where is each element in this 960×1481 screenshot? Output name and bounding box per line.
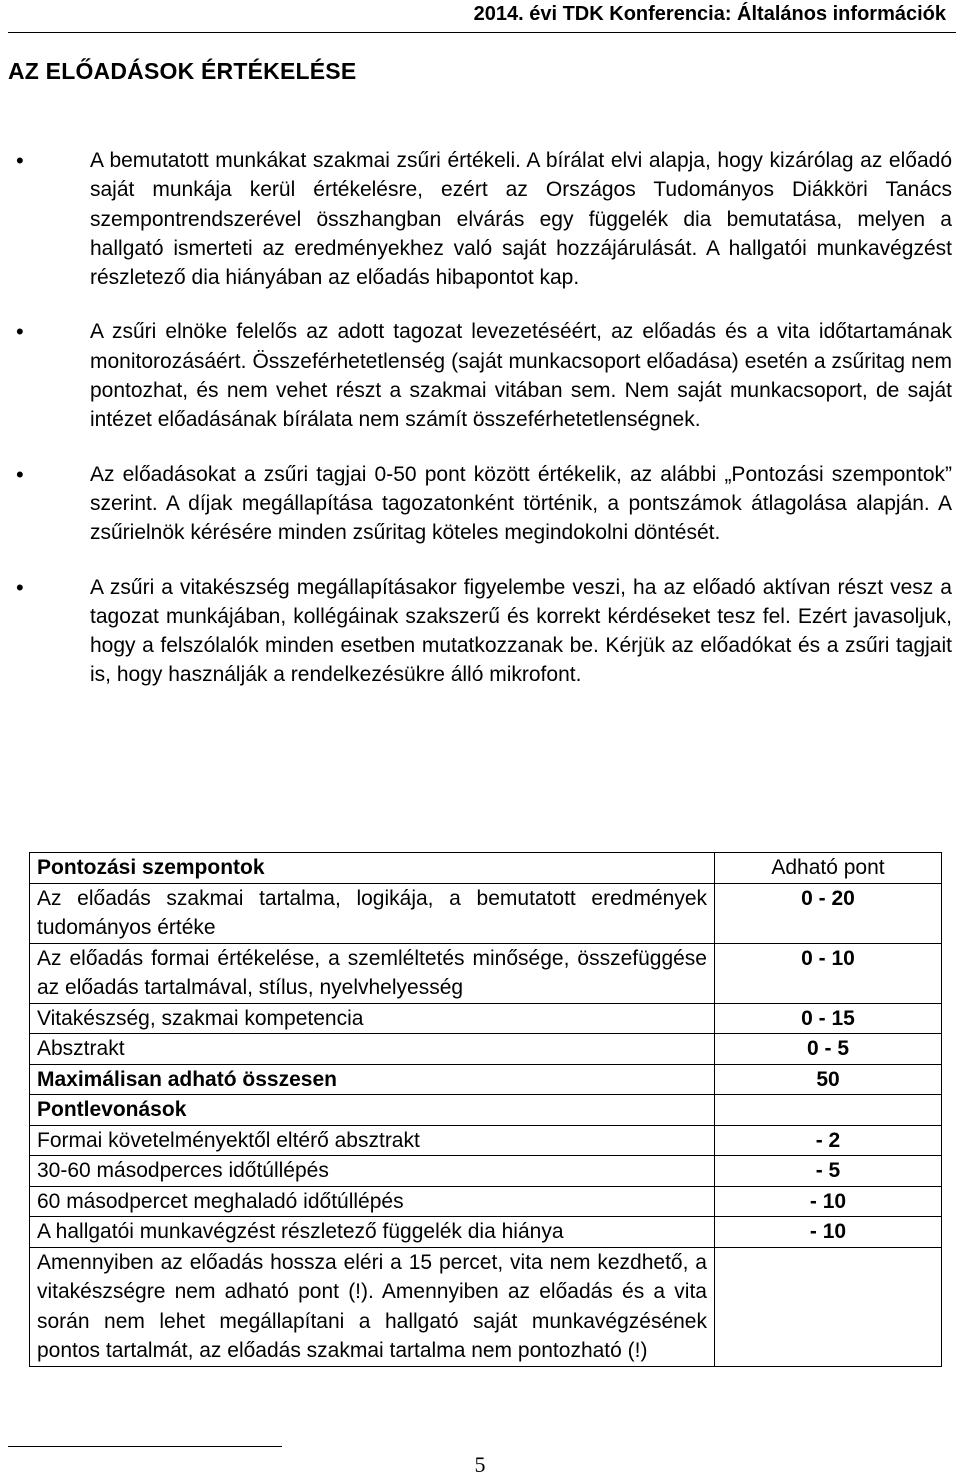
criterion-label: Vitakészség, szakmai kompetencia: [30, 1003, 715, 1034]
bullet-list: [8, 146, 952, 715]
deduction-label: 30-60 másodperces időtúllépés: [30, 1156, 715, 1187]
note-row: [30, 1247, 942, 1366]
deduction-label: Formai követelményektől eltérő absztrakt: [30, 1125, 715, 1156]
deductions-header: Pontlevonások: [30, 1095, 715, 1126]
bullet-text: A bemutatott munkákat szakmai zsűri értékeli. A bírálat elvi alapja, hogy kizárólag az előadó saját munkája kerül értékelésre, ezért az Országos Tudományos Diákköri Tanács szempontrendszerével összhangban elvárás egy függelék dia bemutatása, melyen a hallgató ismerteti az eredményekhez való saját hozzájárulását. A hallgatói munkavégzést részletező dia hiányában az előadás hibapontot kap.: [90, 149, 952, 290]
page-number: 5: [474, 1452, 486, 1477]
criterion-label: Absztrakt: [30, 1034, 715, 1065]
max-total-points: 50: [715, 1064, 942, 1095]
table-row: [30, 883, 942, 943]
bullet-text: A zsűri a vitakészség megállapításakor figyelembe veszi, ha az előadó aktívan részt vesz a tagozat munkájában, kollégáinak szakszerű és korrekt kérdéseket tesz fel. Ezért javasoljuk, hogy a felszólalók minden esetben mutatkozzanak be. Kérjük az előadókat és a zsűri tagjait is, hogy használják a rendelkezésükre álló mikrofont.: [90, 575, 952, 687]
criterion-points: 0 - 20: [715, 883, 942, 943]
table-row: [30, 1217, 942, 1248]
bullet-dot-icon: •: [16, 461, 24, 487]
footer-rule: [8, 1446, 282, 1447]
table-row: [30, 1034, 942, 1065]
max-total-row: [30, 1064, 942, 1095]
table-row: [30, 1156, 942, 1187]
deductions-header-row: [30, 1095, 942, 1126]
note-empty: [715, 1247, 942, 1366]
table-row: [30, 1125, 942, 1156]
bullet-item: [8, 573, 952, 690]
criterion-label: Az előadás formai értékelése, a szemléltetés minősége, összefüggése az előadás tartalmával, stílus, nyelvhelyesség: [30, 943, 715, 1003]
deductions-header-empty: [715, 1095, 942, 1126]
bullet-item: [8, 460, 952, 548]
section-title: AZ ELŐADÁSOK ÉRTÉKELÉSE: [8, 58, 357, 84]
deduction-points: - 10: [715, 1186, 942, 1217]
page-header: [0, 0, 960, 40]
table-note: Amennyiben az előadás hossza eléri a 15 percet, vita nem kezdhető, a vitakészségre nem adható pont (!). Amennyiben az előadás és a vita során nem lehet megállapítani a hallgató saját munkavégzésének pontos tartalmát, az előadás szakmai tartalma nem pontozható (!): [30, 1247, 715, 1366]
table-row: [30, 943, 942, 1003]
deduction-points: - 5: [715, 1156, 942, 1187]
criterion-points: 0 - 5: [715, 1034, 942, 1065]
deduction-points: - 10: [715, 1217, 942, 1248]
bullet-dot-icon: •: [16, 148, 24, 173]
header-rule: [8, 32, 956, 33]
deduction-label: 60 másodpercet meghaladó időtúllépés: [30, 1186, 715, 1217]
bullet-item: [8, 146, 952, 292]
header-criteria: Pontozási szempontok: [30, 853, 715, 884]
criterion-points: 0 - 15: [715, 1003, 942, 1034]
bullet-dot-icon: •: [16, 574, 24, 600]
header-title: 2014. évi TDK Konferencia: Általános információk: [473, 3, 946, 25]
bullet-text: Az előadásokat a zsűri tagjai 0-50 pont között értékelik, az alábbi „Pontozási szempontok” szerint. A díjak megállapítása tagozatonként történik, a pontszámok átlagolása alapján. A zsűrielnök kérésére minden zsűritag köteles megindokolni döntését.: [90, 462, 952, 545]
table-row: [30, 1186, 942, 1217]
deduction-points: - 2: [715, 1125, 942, 1156]
criterion-label: Az előadás szakmai tartalma, logikája, a bemutatott eredmények tudományos értéke: [30, 883, 715, 943]
criterion-points: 0 - 10: [715, 943, 942, 1003]
deduction-label: A hallgatói munkavégzést részletező függelék dia hiánya: [30, 1217, 715, 1248]
max-total-label: Maximálisan adható összesen: [30, 1064, 715, 1095]
bullet-item: [8, 317, 952, 434]
header-points: Adható pont: [715, 853, 942, 884]
bullet-dot-icon: •: [16, 319, 24, 345]
table-row: [30, 1003, 942, 1034]
scoring-table: [29, 852, 942, 1367]
bullet-text: A zsűri elnöke felelős az adott tagozat levezetéséért, az előadás és a vita időtartamának monitorozásáért. Összeférhetetlenség (saját munkacsoport előadása) esetén a zsűritag nem pontozhat, és nem vehet részt a szakmai vitában sem. Nem saját munkacsoport, de saját intézet előadásának bírálata nem számít összeférhetetlenségnek.: [90, 320, 952, 432]
table-header-row: [30, 853, 942, 884]
